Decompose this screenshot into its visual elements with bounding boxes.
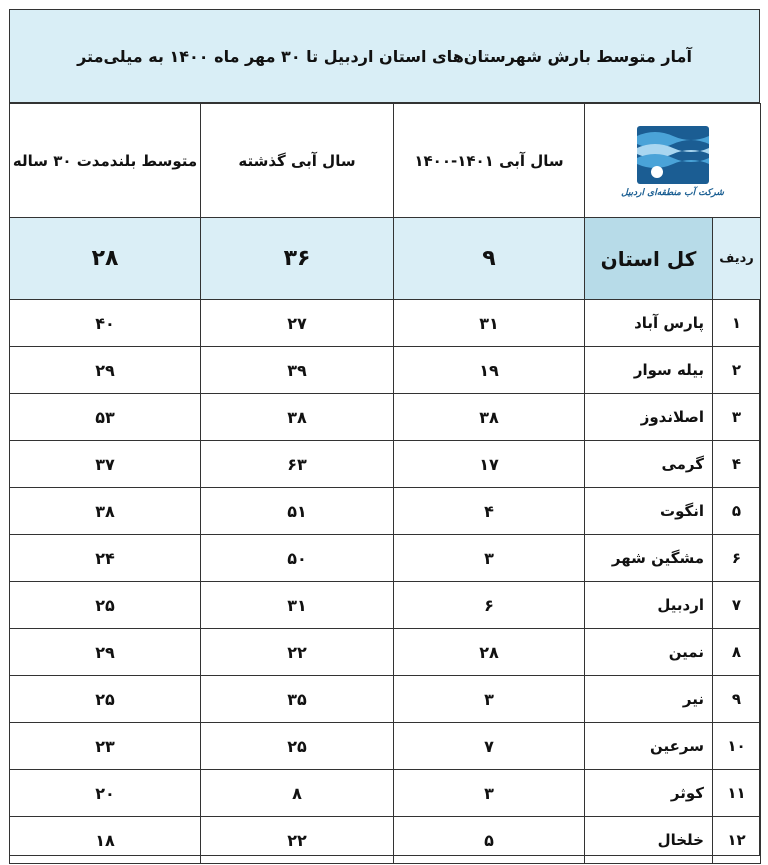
header-current-year: سال آبی ۱۴۰۱-۱۴۰۰: [394, 104, 585, 218]
current-year-value: ۳۱: [394, 300, 585, 347]
county-name: مشگین شهر: [585, 535, 713, 582]
row-number: ۱۱: [713, 770, 761, 817]
table-row: [10, 300, 761, 347]
last-year-value: ۵۰: [201, 535, 394, 582]
long-term-value: ۲۵: [10, 676, 201, 723]
title-bar: [9, 9, 760, 103]
current-year-value: ۴: [394, 488, 585, 535]
county-name: انگوت: [585, 488, 713, 535]
table-row: [10, 723, 761, 770]
current-year-value: ۶: [394, 582, 585, 629]
current-year-value: ۳: [394, 535, 585, 582]
county-name: کوثر: [585, 770, 713, 817]
county-name: پارس آباد: [585, 300, 713, 347]
row-number: ۹: [713, 676, 761, 723]
county-name: اصلاندوز: [585, 394, 713, 441]
county-name: نیر: [585, 676, 713, 723]
long-term-value: ۱۸: [10, 817, 201, 864]
logo-cell: [585, 104, 761, 218]
row-number: ۷: [713, 582, 761, 629]
precipitation-table: [9, 103, 761, 864]
header-last-year: سال آبی گذشته: [201, 104, 394, 218]
row-number: ۳: [713, 394, 761, 441]
table-row: [10, 629, 761, 676]
table-row: [10, 347, 761, 394]
long-term-value: ۴۰: [10, 300, 201, 347]
long-term-value: ۲۴: [10, 535, 201, 582]
row-number: ۱۰: [713, 723, 761, 770]
county-name: گرمی: [585, 441, 713, 488]
long-term-value: ۳۷: [10, 441, 201, 488]
logo-caption: شرکت آب منطقه‌ای اردبیل: [621, 187, 724, 198]
total-last: ۳۶: [201, 218, 394, 300]
long-term-value: ۲۵: [10, 582, 201, 629]
last-year-value: ۳۹: [201, 347, 394, 394]
long-term-value: ۲۰: [10, 770, 201, 817]
current-year-value: ۱۹: [394, 347, 585, 394]
last-year-value: ۲۵: [201, 723, 394, 770]
row-number: ۴: [713, 441, 761, 488]
current-year-value: ۷: [394, 723, 585, 770]
last-year-value: ۳۵: [201, 676, 394, 723]
current-year-value: ۳: [394, 676, 585, 723]
last-year-value: ۶۳: [201, 441, 394, 488]
header-row: [10, 104, 761, 218]
county-name: اردبیل: [585, 582, 713, 629]
header-long-term: متوسط بلندمدت ۳۰ ساله: [10, 104, 201, 218]
county-name: خلخال: [585, 817, 713, 864]
current-year-value: ۱۷: [394, 441, 585, 488]
last-year-value: ۲۲: [201, 817, 394, 864]
total-current: ۹: [394, 218, 585, 300]
last-year-value: ۲۲: [201, 629, 394, 676]
last-year-value: ۵۱: [201, 488, 394, 535]
row-number: ۵: [713, 488, 761, 535]
last-year-value: ۳۸: [201, 394, 394, 441]
county-name: نمین: [585, 629, 713, 676]
table-body: [10, 300, 761, 864]
table-row: [10, 394, 761, 441]
current-year-value: ۳: [394, 770, 585, 817]
row-number: ۸: [713, 629, 761, 676]
last-year-value: ۸: [201, 770, 394, 817]
table-row: [10, 676, 761, 723]
row-number: ۲: [713, 347, 761, 394]
long-term-value: ۲۹: [10, 347, 201, 394]
table-row: [10, 582, 761, 629]
last-year-value: ۲۷: [201, 300, 394, 347]
long-term-value: ۵۳: [10, 394, 201, 441]
current-year-value: ۵: [394, 817, 585, 864]
row-number: ۶: [713, 535, 761, 582]
table-row: [10, 441, 761, 488]
current-year-value: ۳۸: [394, 394, 585, 441]
water-company-logo-icon: [633, 124, 713, 186]
long-term-value: ۲۳: [10, 723, 201, 770]
row-number-header: ردیف: [713, 218, 761, 300]
table-row: [10, 817, 761, 864]
row-number: ۱۲: [713, 817, 761, 864]
province-total-label: کل استان: [585, 218, 713, 300]
row-number: ۱: [713, 300, 761, 347]
county-name: بیله سوار: [585, 347, 713, 394]
total-row: [10, 218, 761, 300]
table-row: [10, 488, 761, 535]
long-term-value: ۳۸: [10, 488, 201, 535]
report-title: آمار متوسط بارش شهرستان‌های استان اردبیل تا ۳۰ مهر ماه ۱۴۰۰ به میلی‌متر: [77, 46, 692, 66]
long-term-value: ۲۹: [10, 629, 201, 676]
total-longterm: ۲۸: [10, 218, 201, 300]
table-row: [10, 770, 761, 817]
last-year-value: ۳۱: [201, 582, 394, 629]
county-name: سرعین: [585, 723, 713, 770]
current-year-value: ۲۸: [394, 629, 585, 676]
table-row: [10, 535, 761, 582]
